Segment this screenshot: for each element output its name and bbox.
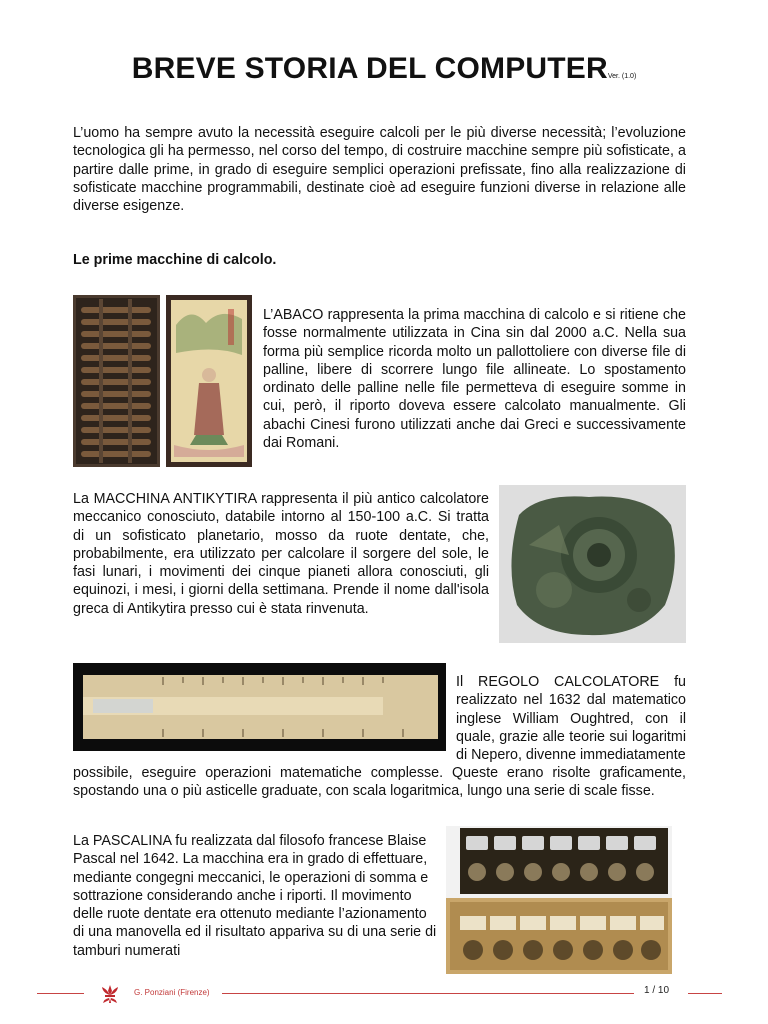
- footer-rule-middle: [222, 993, 634, 994]
- abaco-paragraph: L’ABACO rappresenta la prima macchina di calcolo e si ritiene che fosse normalmente utilizzata in Cina sin dal 2000 a.C. Nella sua forma più semplice ricorda molto un pallottoliere con diverse file di palline, libere di scorrere lungo file allineate. Lo spostamento ordinato delle palline nelle file permetteva di eseguire somme in cui, però, il riporto doveva essere calcolato manualmente. Gli abachi Cinesi furono utilizzati anche dai Greci e successivamente dai Romani.: [263, 307, 686, 452]
- pascaline-image: [446, 826, 672, 974]
- antikytira-paragraph: La MACCHINA ANTIKYTIRA rappresenta il più antico calcolatore meccanico conosciuto, databile intorno al 150-100 a.C. Si tratta di un sofisticato planetario, mosso da ruote dentate, che, probabilmente, era utilizzato per calcolare il sorgere del sole, le fasi lunari, i movimenti dei cinque pianeti allora conosciuti, gli equinozi, i mesi, i giorni della settimana. Prende il nome dall'isola greca di Antikytira presso cui è stata rinvenuta.: [73, 491, 489, 617]
- footer-author: G. Ponziani (Firenze): [134, 988, 210, 997]
- regolo-paragraph-part1: Il REGOLO CALCOLATORE fu realizzato nel 1632 dal matematico inglese William Oughtred, con il quale, grazie alle teorie sui logaritmi di Nepero, divenne immediatamente: [456, 674, 686, 764]
- page-title: [0, 52, 768, 86]
- footer-rule-left: [37, 993, 84, 994]
- slide-rule-image: [73, 663, 446, 751]
- page-number: 1 / 10: [644, 985, 670, 996]
- section-heading: Le prime macchine di calcolo.: [73, 252, 277, 268]
- intro-paragraph: L’uomo ha sempre avuto la necessità eseguire calcoli per le più diverse necessità; l’evoluzione tecnologica gli ha permesso, nel corso del tempo, di costruire macchine sempre più sofisticate, a partire dalle prime, in grado di eseguire semplici operazioni prefissate, fino alla realizzazione di sofisticate macchine programmabili, destinate cioè ad eseguire funzioni diverse in relazione alle diverse esigenze.: [73, 125, 686, 215]
- chinese-painting-image: [166, 295, 252, 467]
- footer-rule-right: [688, 993, 722, 994]
- version-label: Ver. (1.0): [607, 73, 637, 80]
- regolo-paragraph-part2: possibile, eseguire operazioni matematiche complesse. Queste erano risolte graficamente, spostando una o più asticelle graduate, con scala logaritmica, lungo una serie di scale fisse.: [73, 765, 686, 800]
- florence-lily-crest-icon: [99, 983, 121, 1005]
- title-text: BREVE STORIA DEL COMPUTER: [131, 52, 608, 85]
- antikythera-mechanism-image: [499, 485, 686, 643]
- abacus-image: [73, 295, 160, 467]
- pascalina-paragraph: La PASCALINA fu realizzata dal filosofo francese Blaise Pascal nel 1642. La macchina era in grado di effettuare, mediante congegni meccanici, le operazioni di somma e sottrazione considerando anche i riporti. Il movimento delle ruote dentate era ottenuto mediante l’azionamento di una manovella ed il risultato appariva su di una serie di tamburi numerati: [73, 833, 437, 959]
